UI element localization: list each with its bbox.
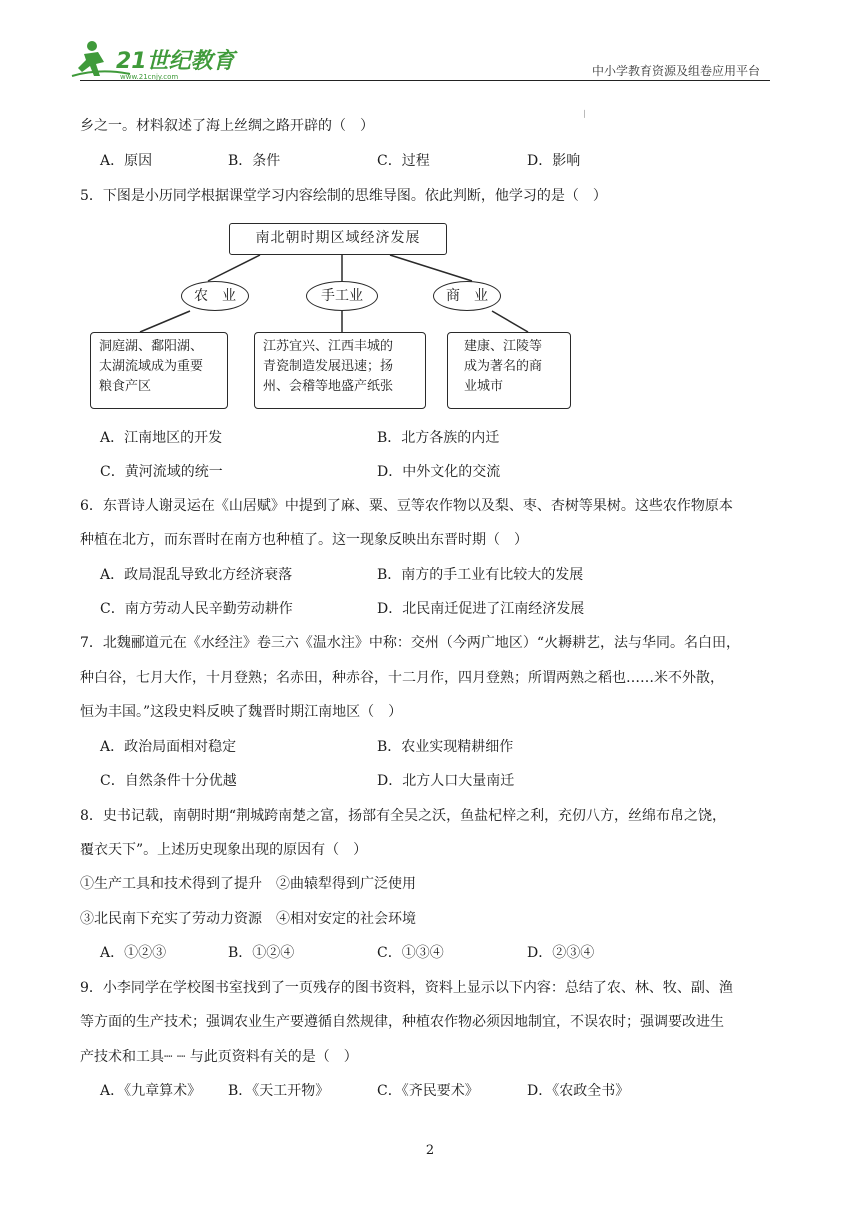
branch-commerce: 商 业 — [433, 281, 501, 311]
handicraft-detail — [254, 332, 426, 409]
q4-option-b[interactable]: B．条件 — [228, 153, 281, 169]
q5-option-a[interactable]: A．江南地区的开发 — [100, 430, 223, 446]
detail-line: 成为著名的商 — [464, 359, 543, 374]
q7-option-c[interactable]: C．自然条件十分优越 — [100, 773, 237, 789]
agriculture-detail — [90, 332, 228, 409]
header-divider — [80, 80, 770, 81]
logo-url: www.21cnjy.com — [120, 73, 179, 81]
margin-mark: ᛁ — [582, 110, 588, 120]
q5-option-c[interactable]: C．黄河流域的统一 — [100, 464, 223, 480]
q7-option-a[interactable]: A．政治局面相对稳定 — [100, 739, 237, 755]
q6-stem-line2: 种植在北方，而东晋时在南方也种植了。这一现象反映出东晋时期（ ） — [80, 532, 528, 548]
q6-option-a[interactable]: A．政局混乱导致北方经济衰落 — [100, 567, 293, 583]
q9-option-d[interactable]: D．《农政全书》 — [527, 1083, 630, 1099]
platform-name: 中小学教育资源及组卷应用平台 — [591, 64, 760, 78]
q9-option-c[interactable]: C．《齐民要术》 — [377, 1083, 479, 1099]
q5-stem: 5．下图是小历同学根据课堂学习内容绘制的思维导图。依此判断，他学习的是（ ） — [80, 188, 607, 204]
q5-option-b[interactable]: B．北方各族的内迁 — [377, 430, 500, 446]
q7-stem-line1: 7．北魏郦道元在《水经注》卷三六《温水注》中称：交州（今两广地区）“火耨耕艺，法与华同。名白田， — [80, 635, 741, 651]
q6-option-b[interactable]: B．南方的手工业有比较大的发展 — [377, 567, 584, 583]
q4-text: 乡之一。材料叙述了海上丝绸之路开辟的（ ） — [80, 118, 374, 134]
commerce-detail — [447, 332, 571, 409]
q7-option-d[interactable]: D．北方人口大量南迁 — [377, 773, 515, 789]
q4-option-a[interactable]: A．原因 — [100, 153, 153, 169]
q8-option-c[interactable]: C．①③④ — [377, 945, 444, 961]
q9-stem-line1: 9．小李同学在学校图书室找到了一页残存的图书资料，资料上显示以下内容：总结了农、林、牧、副、渔 — [80, 980, 733, 996]
page-number: 2 — [425, 1143, 435, 1158]
q9-option-a[interactable]: A．《九章算术》 — [100, 1083, 202, 1099]
q8-option-d[interactable]: D．②③④ — [527, 945, 595, 961]
q8-statement-line1: ①生产工具和技术得到了提升 ②曲辕犁得到广泛使用 — [80, 876, 416, 892]
q9-stem-line2: 等方面的生产技术；强调农业生产要遵循自然规律，种植农作物必须因地制宜，不误农时；强调要改进生 — [80, 1014, 724, 1030]
mind-map-title: 南北朝时期区域经济发展 — [229, 223, 447, 255]
q8-option-a[interactable]: A．①②③ — [100, 945, 167, 961]
detail-line: 业城市 — [464, 379, 504, 394]
q8-stem-line2: 覆衣天下”。上述历史现象出现的原因有（ ） — [80, 842, 368, 858]
detail-line: 洞庭湖、鄱阳湖、 — [99, 339, 204, 354]
detail-line: 太湖流域成为重要 — [99, 359, 204, 374]
detail-line: 粮食产区 — [99, 379, 152, 394]
site-logo — [70, 38, 240, 82]
q7-stem-line2: 种白谷，七月大作，十月登熟；名赤田，种赤谷，十二月作，四月登熟；所谓两熟之稻也……米不外散， — [80, 670, 724, 686]
q4-option-c[interactable]: C．过程 — [377, 153, 430, 169]
detail-line: 州、会稽等地盛产纸张 — [263, 379, 394, 394]
q5-option-d[interactable]: D．中外文化的交流 — [377, 464, 501, 480]
q7-option-b[interactable]: B．农业实现精耕细作 — [377, 739, 514, 755]
q8-option-b[interactable]: B．①②④ — [228, 945, 295, 961]
q9-stem-line3: 产技术和工具┈ ┈ 与此页资料有关的是（ ） — [80, 1049, 358, 1065]
q6-option-c[interactable]: C．南方劳动人民辛勤劳动耕作 — [100, 601, 293, 617]
q4-option-d[interactable]: D．影响 — [527, 153, 581, 169]
branch-handicraft: 手工业 — [306, 281, 378, 311]
q8-stem-line1: 8．史书记载，南朝时期“荆城跨南楚之富，扬部有全吴之沃，鱼盐杞梓之利，充仞八方，丝绵布帛之饶， — [80, 808, 727, 824]
q7-stem-line3: 恒为丰国。”这段史料反映了魏晋时期江南地区（ ） — [80, 704, 403, 720]
detail-line: 青瓷制造发展迅速；扬 — [263, 359, 394, 374]
detail-line: 建康、江陵等 — [464, 339, 543, 354]
branch-agriculture: 农 业 — [181, 281, 249, 311]
detail-line: 江苏宜兴、江西丰城的 — [263, 339, 394, 354]
q6-option-d[interactable]: D．北民南迁促进了江南经济发展 — [377, 601, 585, 617]
mind-map — [80, 215, 580, 415]
q6-stem-line1: 6．东晋诗人谢灵运在《山居赋》中提到了麻、粟、豆等农作物以及梨、枣、杏树等果树。这些农作物原本 — [80, 498, 733, 514]
q8-statement-line2: ③北民南下充实了劳动力资源 ④相对安定的社会环境 — [80, 911, 416, 927]
q9-option-b[interactable]: B．《天工开物》 — [228, 1083, 330, 1099]
logo-text: 21世纪教育 — [116, 49, 235, 74]
